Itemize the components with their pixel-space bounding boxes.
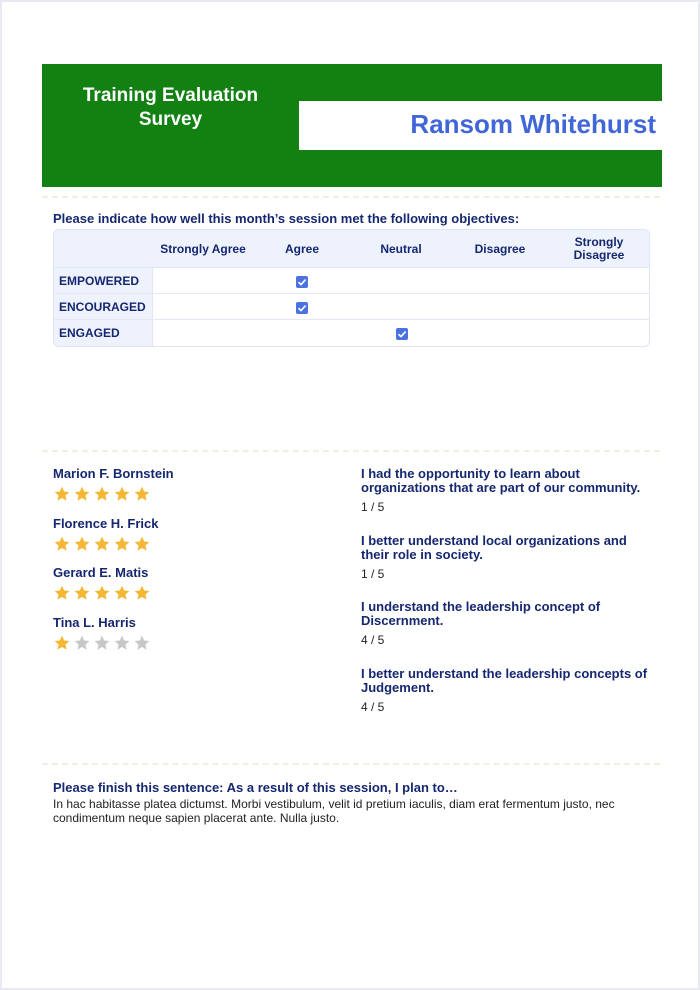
column-header: Neutral (380, 241, 422, 256)
divider (42, 763, 660, 765)
question-text: I better understand the leadership concepts of Judgement. (361, 666, 648, 695)
divider (42, 196, 660, 198)
rater-name: Tina L. Harris (53, 615, 136, 630)
column-header: Agree (284, 241, 319, 256)
star-icon[interactable] (133, 535, 151, 553)
star-rating[interactable] (53, 584, 151, 602)
objectives-grid (53, 229, 650, 347)
star-rating[interactable] (53, 535, 158, 553)
star-icon[interactable] (93, 584, 111, 602)
star-icon[interactable] (93, 535, 111, 553)
star-rating[interactable] (53, 634, 151, 652)
star-icon[interactable] (73, 535, 91, 553)
grid-row (54, 294, 649, 320)
name-box (299, 101, 662, 150)
rater-name: Marion F. Bornstein (53, 466, 174, 481)
checkbox-checked-icon[interactable] (396, 328, 408, 340)
question-text: I had the opportunity to learn about organizations that are part of our community. (361, 466, 641, 495)
column-header: Disagree (474, 241, 526, 256)
star-icon[interactable] (53, 584, 71, 602)
rating-item (53, 615, 151, 652)
star-icon[interactable] (53, 485, 71, 503)
question-text: I understand the leadership concept of Discernment. (361, 599, 601, 628)
star-icon[interactable] (93, 634, 111, 652)
star-icon[interactable] (73, 584, 91, 602)
question-score: 4 / 5 (361, 633, 385, 647)
star-icon[interactable] (93, 485, 111, 503)
survey-title: Training Evaluation Survey (82, 85, 259, 130)
question-item (361, 534, 651, 581)
objectives-prompt: Please indicate how well this month’s session met the following objectives: (53, 211, 520, 226)
rating-item (53, 565, 151, 602)
star-icon[interactable] (133, 584, 151, 602)
star-icon[interactable] (73, 634, 91, 652)
rating-item (53, 466, 174, 503)
divider (42, 450, 660, 452)
header-banner (42, 64, 662, 187)
respondent-name: Ransom Whitehurst (410, 109, 656, 139)
star-icon[interactable] (133, 634, 151, 652)
rater-name: Florence H. Frick (53, 516, 159, 531)
star-icon[interactable] (113, 535, 131, 553)
column-header: Strongly Disagree (573, 235, 625, 262)
grid-row (54, 268, 649, 294)
checkbox-checked-icon[interactable] (296, 302, 308, 314)
survey-page (2, 2, 698, 988)
checkbox-checked-icon[interactable] (296, 276, 308, 288)
star-icon[interactable] (113, 485, 131, 503)
column-header: Strongly Agree (160, 241, 246, 256)
star-icon[interactable] (113, 634, 131, 652)
rating-item (53, 516, 158, 553)
row-label: EMPOWERED (54, 268, 153, 293)
question-score: 4 / 5 (361, 700, 385, 714)
grid-row (54, 320, 649, 346)
star-icon[interactable] (113, 584, 131, 602)
finish-answer: In hac habitasse platea dictumst. Morbi vestibulum, velit id pretium iaculis, diam erat fermentum justo, nec condimentum neque sapien placerat ante. Nulla justo. (53, 797, 615, 825)
star-icon[interactable] (133, 485, 151, 503)
question-item (361, 667, 651, 714)
row-label: ENCOURAGED (54, 294, 153, 319)
rater-name: Gerard E. Matis (53, 565, 149, 580)
question-score: 1 / 5 (361, 567, 385, 581)
row-label: ENGAGED (54, 320, 153, 346)
grid-header (54, 230, 649, 268)
question-text: I better understand local organizations and their role in society. (361, 533, 627, 562)
star-rating[interactable] (53, 485, 174, 503)
question-item (361, 600, 651, 647)
star-icon[interactable] (73, 485, 91, 503)
question-item (361, 467, 651, 514)
star-icon[interactable] (53, 535, 71, 553)
finish-prompt: Please finish this sentence: As a result of this session, I plan to… (53, 780, 458, 795)
star-icon[interactable] (53, 634, 71, 652)
question-score: 1 / 5 (361, 500, 385, 514)
